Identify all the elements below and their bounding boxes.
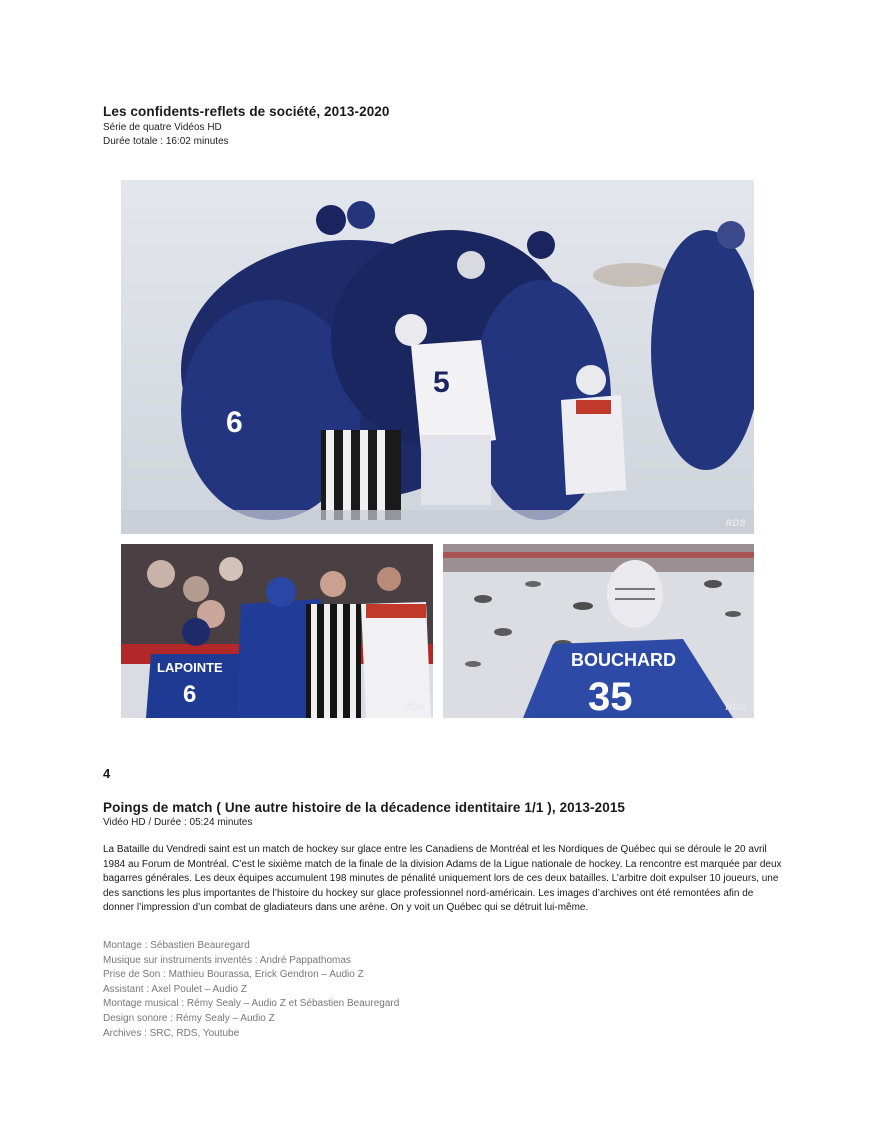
rds-watermark: RDS — [725, 518, 746, 528]
jersey-number-35: 35 — [588, 675, 633, 718]
page-number: 4 — [103, 766, 111, 781]
jersey-number-6: 6 — [226, 406, 243, 439]
work-subtitle: Vidéo HD / Durée : 05:24 minutes — [103, 817, 253, 828]
credit-line: Musique sur instruments inventés : André Pappathomas — [103, 954, 351, 966]
jersey-name-bouchard: BOUCHARD — [571, 650, 676, 670]
jersey-name-lapointe: LAPOINTE — [157, 660, 223, 675]
credit-line: Prise de Son : Mathieu Bourassa, Erick Gendron – Audio Z — [103, 969, 364, 981]
section-duration: Durée totale : 16:02 minutes — [103, 136, 229, 147]
hockey-brawl-photo — [121, 180, 754, 534]
rds-watermark: RDS — [404, 702, 425, 712]
credits-list — [103, 939, 399, 1041]
rds-watermark: RDS — [725, 702, 746, 712]
credit-line: Montage musical : Rémy Sealy – Audio Z et Sébastien Beauregard — [103, 998, 400, 1010]
credit-line: Assistant : Axel Poulet – Audio Z — [103, 983, 247, 995]
jersey-number-5: 5 — [433, 366, 450, 399]
credit-line: Design sonore : Rémy Sealy – Audio Z — [103, 1012, 275, 1024]
section-subtitle: Série de quatre Vidéos HD — [103, 122, 222, 133]
credit-line: Montage : Sébastien Beauregard — [103, 940, 250, 951]
goalie-photo — [443, 544, 754, 718]
fight-closeup-photo — [121, 544, 433, 718]
jersey-number-6-small: 6 — [183, 681, 197, 708]
section-title: Les confidents-reflets de société, 2013-2020 — [103, 104, 390, 119]
credit-line: Archives : SRC, RDS, Youtube — [103, 1027, 240, 1039]
work-description: La Bataille du Vendredi saint est un match de hockey sur glace entre les Canadiens de Montréal et les Nordiques de Québec qui se déroule le 20 avril 1984 au Forum de Montréal. C’est le sixième match de la finale de la division Adams de la Ligue nationale de hockey. La rencontre est marquée par deux bagarres générales. Les deux équipes accumulent 198 minutes de pénalité uniquement lors de ces deux batailles. L’arbitre doit expulser 10 joueurs, une des sanctions les plus importantes de l’histoire du hockey sur glace professionnel nord-américain. Les images d’archives ont été remontées afin de donner l’impression d’un combat de gladiateurs dans une arène. On y voit un Québec qui se détruit lui-même. — [103, 844, 782, 913]
work-title: Poings de match ( Une autre histoire de la décadence identitaire 1/1 ), 2013-2015 — [103, 800, 626, 815]
